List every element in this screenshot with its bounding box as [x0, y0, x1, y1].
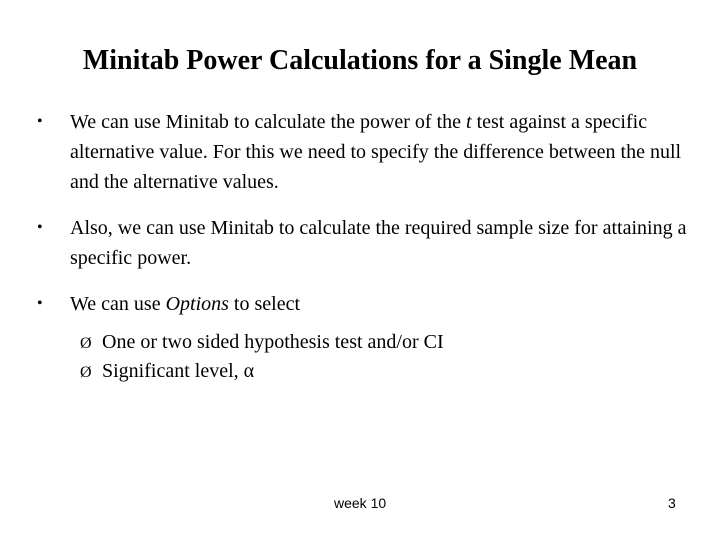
bullet-options [37, 289, 687, 319]
sub-item-text: One or two sided hypothesis test and/or CI [102, 331, 444, 353]
bullet-marker: • [37, 219, 43, 236]
bullet-text [70, 107, 687, 197]
page-number: 3 [668, 495, 676, 511]
bullet-text [70, 289, 687, 319]
bullet-text-emphasis: t [466, 111, 472, 133]
footer-week: week 10 [334, 495, 387, 511]
bullet-text-part: We can use [70, 293, 166, 315]
bullet-text: Also, we can use Minitab to calculate the required sample size for attaining a specific power. [70, 217, 687, 269]
bullet-text-part: We can use Minitab to calculate the power of the [70, 111, 467, 133]
bullet-text-part: test against a specific alternative value. For this we need to specify the difference between the null and the alternative values. [70, 111, 682, 193]
arrow-bullet-icon: Ø [80, 364, 92, 381]
bullet-marker: • [37, 295, 43, 312]
sub-item-hypothesis-test [80, 328, 444, 358]
bullet-marker: • [37, 113, 43, 130]
bullet-power-t-test [37, 107, 687, 197]
bullet-text-part: to select [228, 293, 301, 315]
arrow-bullet-icon: Ø [80, 335, 92, 352]
bullet-text-emphasis: Options [165, 293, 229, 315]
sub-item-text: Significant level, α [102, 360, 255, 382]
bullet-sample-size [37, 213, 687, 273]
sub-item-significance-level [80, 357, 254, 387]
slide-title: Minitab Power Calculations for a Single Mean [82, 45, 638, 76]
